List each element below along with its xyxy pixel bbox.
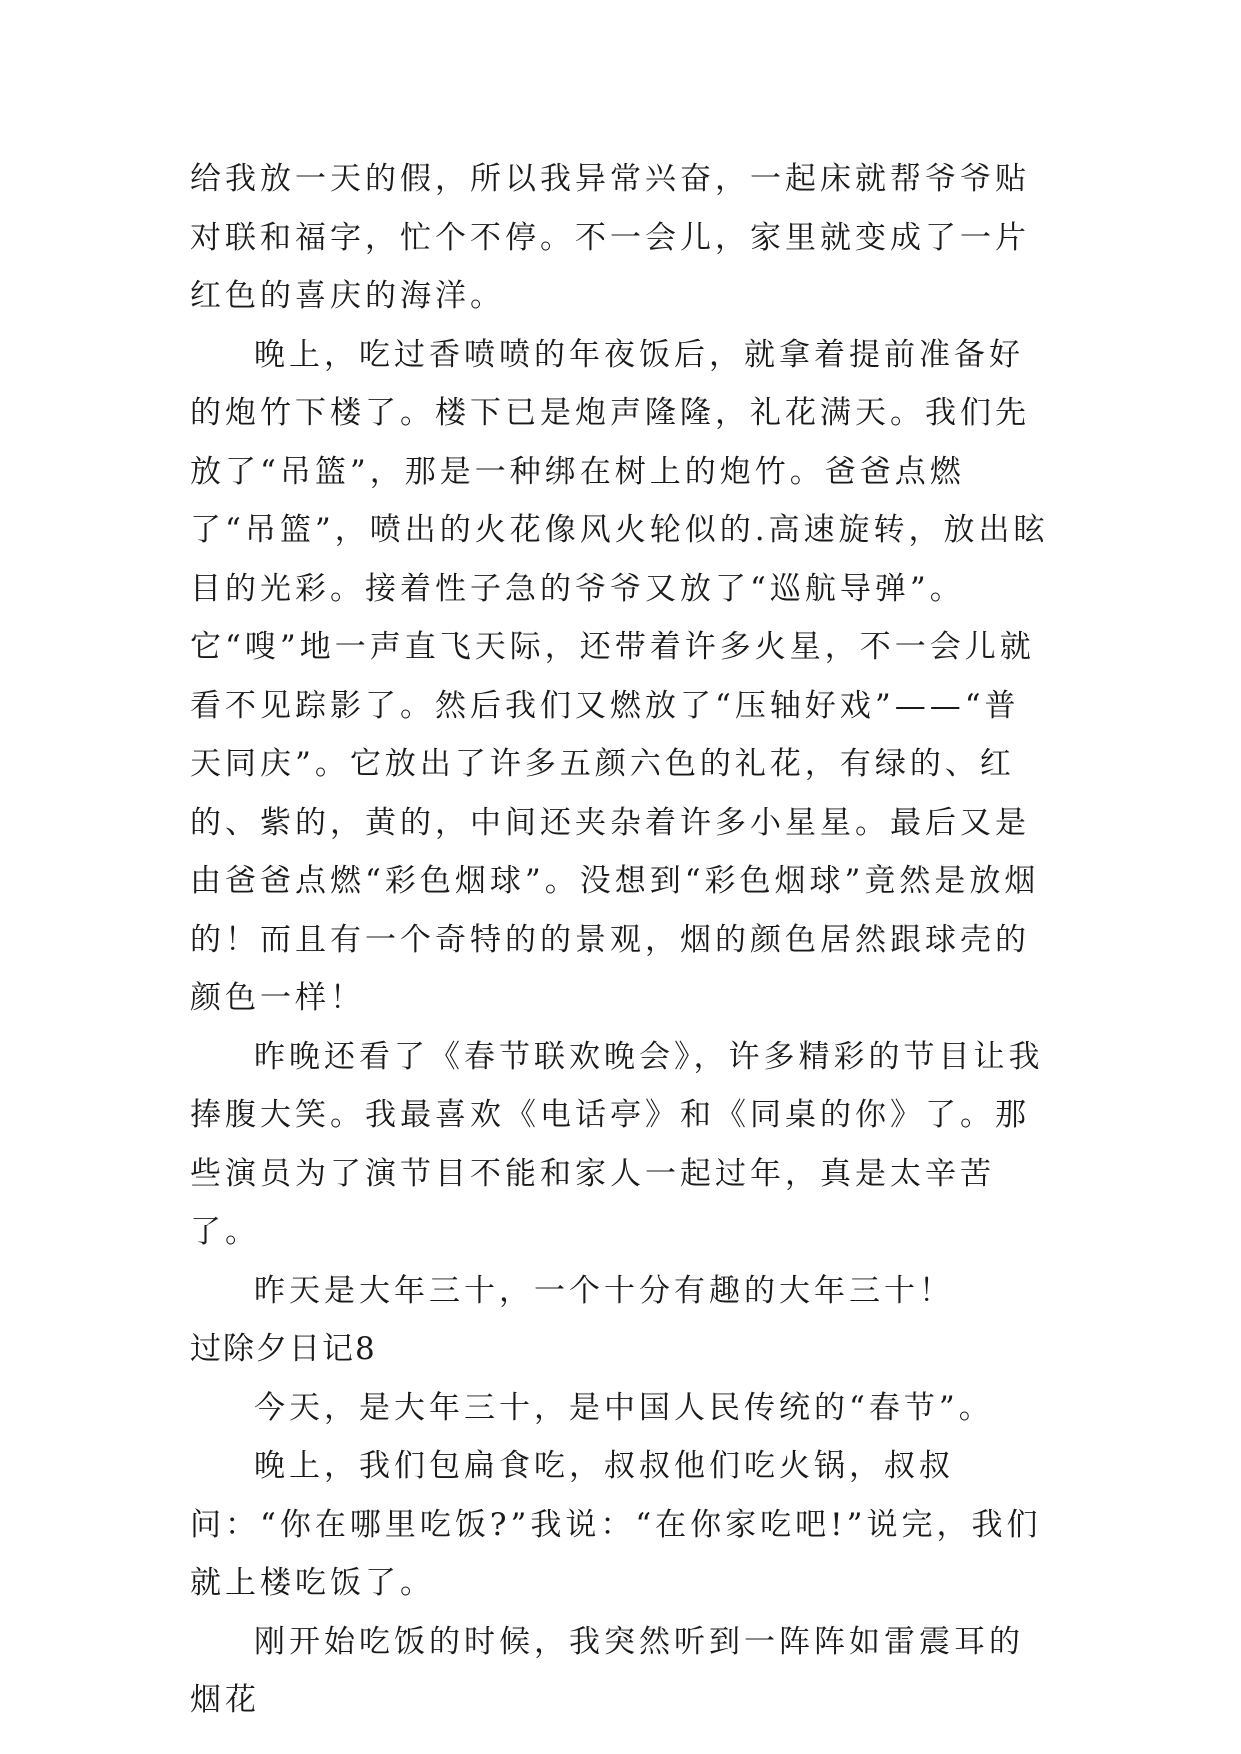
section-heading: 过除夕日记8 [190, 1331, 377, 1367]
paragraph-dinner: 晚上，我们包扁食吃，叔叔他们吃火锅，叔叔问：“你在哪里吃饭?”我说：“在你家吃吧!”说完，我们就上楼吃饭了。 [190, 1448, 1042, 1601]
paragraph-closing: 昨天是大年三十，一个十分有趣的大年三十！ [254, 1272, 954, 1309]
paragraph-fireworks-start: 刚开始吃饭的时候，我突然听到一阵阵如雷震耳的烟花 [190, 1623, 1024, 1718]
paragraph-continuation: 给我放一天的假，所以我异常兴奋，一起床就帮爷爷贴对联和福字，忙个不停。不一会儿，家里就变成了一片红色的喜庆的海洋。 [190, 161, 1030, 314]
paragraph-gala: 昨晚还看了《春节联欢晚会》，许多精彩的节目让我捧腹大笑。我最喜欢《电话亭》和《同桌的你》了。那些演员为了演节目不能和家人一起过年，真是太辛苦了。 [190, 1038, 1044, 1250]
document-body [190, 150, 1052, 1730]
paragraph-fireworks: 晚上，吃过香喷喷的年夜饭后，就拿着提前准备好的炮竹下楼了。楼下已是炮声隆隆，礼花满天。我们先放了“吊篮”，那是一种绑在树上的炮竹。爸爸点燃了“吊篮”，喷出的火花像风火轮似的.高速旋转，放出眩目的光彩。接着性子急的爷爷又放了“巡航导弹”。它“嗖”地一声直飞天际，还带着许多火星，不一会儿就看不见踪影了。然后我们又燃放了“压轴好戏”——“普天同庆”。它放出了许多五颜六色的礼花，有绿的、红的、紫的，黄的，中间还夹杂着许多小星星。最后又是由爸爸点燃“彩色烟球”。没想到“彩色烟球”竟然是放烟的！而且有一个奇特的的景观，烟的颜色居然跟球壳的颜色一样！ [190, 336, 1049, 1016]
paragraph-intro: 今天，是大年三十，是中国人民传统的“春节”。 [254, 1389, 994, 1426]
